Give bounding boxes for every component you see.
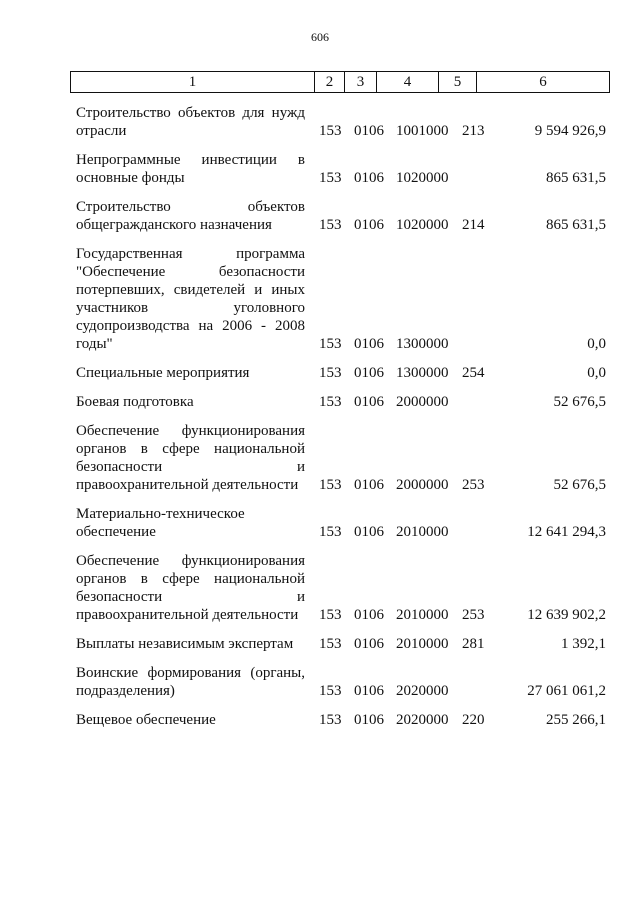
page-number: 606 [311,30,329,44]
row-col-6: 1 392,1 [561,636,606,652]
row-col-3: 0106 [354,477,384,493]
row-col-5: 253 [462,477,485,493]
row-col-2: 153 [319,394,342,410]
row-col-2: 153 [319,683,342,699]
table-row [0,422,640,494]
row-col-3: 0106 [354,123,384,139]
row-description: Строительство объектов общегражданского назначения [76,199,305,233]
row-col-5: 214 [462,217,485,233]
row-col-6: 865 631,5 [546,170,606,186]
row-col-5: 281 [462,636,485,652]
row-description: Непрограммные инвестиции в основные фонды [76,152,305,186]
row-col-3: 0106 [354,336,384,352]
row-col-2: 153 [319,636,342,652]
table-row [0,552,640,624]
row-col-6: 52 676,5 [553,477,606,493]
row-description: Вещевое обеспечение [76,712,216,728]
row-col-3: 0106 [354,524,384,540]
table-row [0,245,640,353]
row-col-2: 153 [319,217,342,233]
table-header [70,71,610,93]
row-col-5: 254 [462,365,485,381]
row-col-3: 0106 [354,365,384,381]
header-col-1: 1 [71,72,315,92]
row-col-6: 9 594 926,9 [534,123,606,139]
row-description: Строительство объектов для нужд отрасли [76,105,305,139]
row-col-2: 153 [319,336,342,352]
row-col-4: 2020000 [396,712,449,728]
table-row [0,151,640,187]
row-description: Специальные мероприятия [76,365,250,381]
row-col-4: 1001000 [396,123,449,139]
row-col-6: 12 641 294,3 [527,524,606,540]
table-row [0,664,640,700]
row-col-4: 1300000 [396,365,449,381]
row-col-6: 27 061 061,2 [527,683,606,699]
row-col-4: 1020000 [396,170,449,186]
row-col-3: 0106 [354,683,384,699]
row-col-2: 153 [319,477,342,493]
row-col-2: 153 [319,607,342,623]
table-row [0,198,640,234]
row-col-6: 865 631,5 [546,217,606,233]
row-description: Материально-техническое обеспечение [76,506,245,540]
table-row [0,505,640,541]
row-col-3: 0106 [354,394,384,410]
row-col-6: 52 676,5 [553,394,606,410]
row-description: Государственная программа "Обеспечение безопасности потерпевших, свидетелей и иных участников уголовного судопроизводства на 2006 - 2008 годы" [76,246,305,352]
row-col-4: 2000000 [396,477,449,493]
table-row [0,711,640,729]
row-col-5: 253 [462,607,485,623]
header-col-2: 2 [315,72,345,92]
row-col-4: 2000000 [396,394,449,410]
row-col-6: 255 266,1 [546,712,606,728]
row-col-3: 0106 [354,712,384,728]
row-col-4: 1020000 [396,217,449,233]
header-col-5: 5 [439,72,477,92]
row-col-2: 153 [319,524,342,540]
row-col-4: 1300000 [396,336,449,352]
row-description: Боевая подготовка [76,394,194,410]
table-row [0,104,640,140]
row-col-2: 153 [319,712,342,728]
row-description: Воинские формирования (органы, подразделения) [76,665,305,699]
row-col-2: 153 [319,170,342,186]
row-col-4: 2010000 [396,636,449,652]
row-description: Обеспечение функционирования органов в сфере национальной безопасности и правоохранительной деятельности [76,553,305,623]
row-col-6: 12 639 902,2 [527,607,606,623]
row-col-3: 0106 [354,607,384,623]
row-col-4: 2010000 [396,607,449,623]
table-row [0,364,640,382]
row-col-5: 213 [462,123,485,139]
row-col-2: 153 [319,365,342,381]
header-col-3: 3 [345,72,377,92]
table-body [0,104,640,740]
header-col-6: 6 [539,73,547,90]
row-col-6: 0,0 [587,336,606,352]
row-description: Обеспечение функционирования органов в сфере национальной безопасности и правоохранительной деятельности [76,423,305,493]
row-col-2: 153 [319,123,342,139]
row-col-5: 220 [462,712,485,728]
row-col-3: 0106 [354,217,384,233]
table-row [0,393,640,411]
table-row [0,635,640,653]
row-col-3: 0106 [354,170,384,186]
header-col-4: 4 [377,72,439,92]
row-col-6: 0,0 [587,365,606,381]
row-col-4: 2010000 [396,524,449,540]
row-description: Выплаты независимым экспертам [76,636,294,652]
row-col-3: 0106 [354,636,384,652]
row-col-4: 2020000 [396,683,449,699]
